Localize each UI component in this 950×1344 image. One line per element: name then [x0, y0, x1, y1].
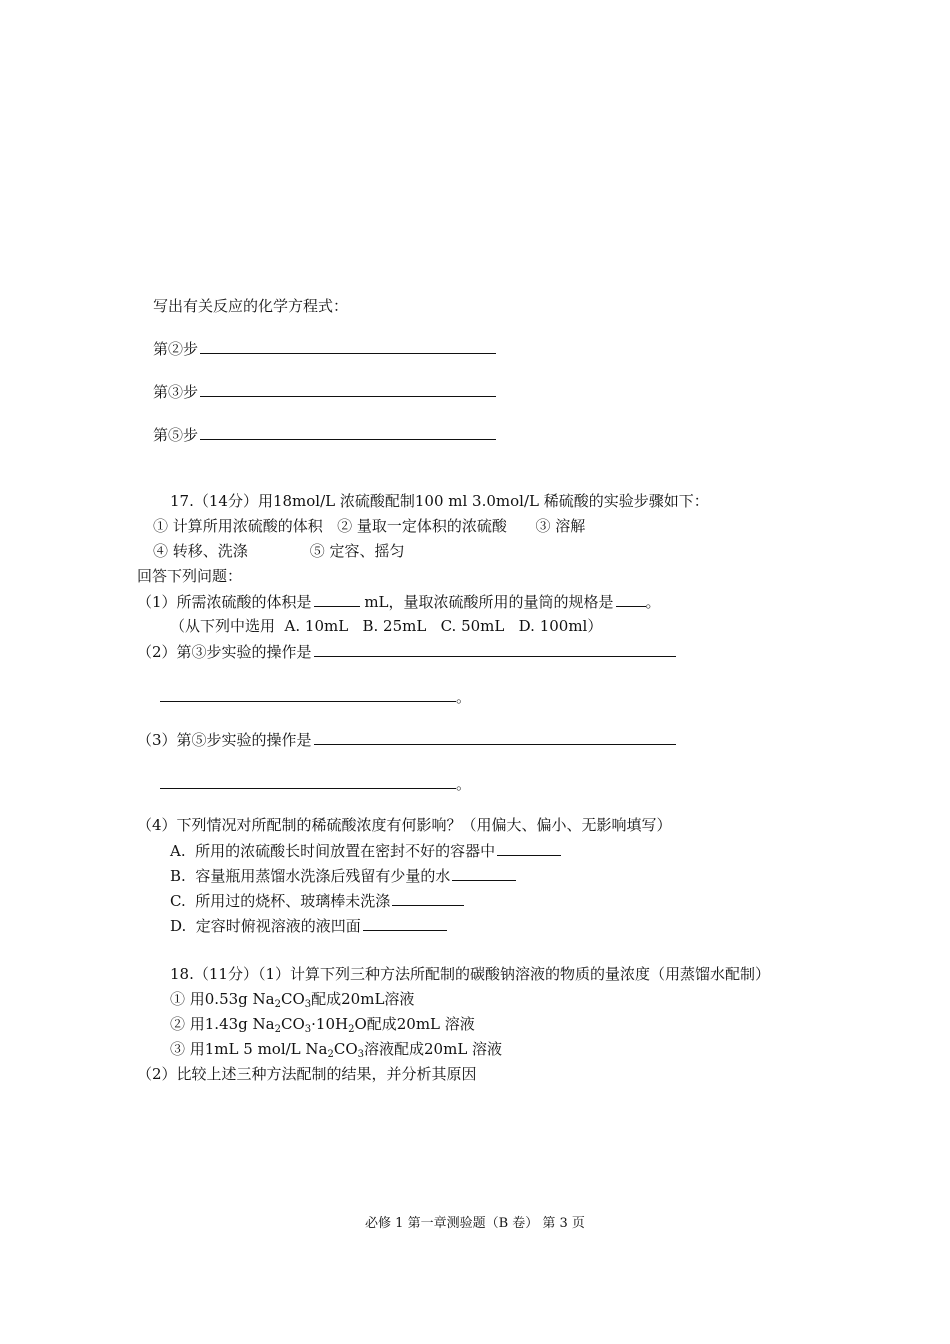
q18-m2-sub: 3: [304, 1024, 312, 1035]
q18-m3-text: CO: [333, 1040, 358, 1058]
q17-part1-text-a: （1）所需浓硫酸的体积是: [137, 593, 312, 611]
q17-part4-d-text: D. 定容时俯视溶液的液凹面: [170, 917, 361, 935]
q17-part4-d: [170, 915, 447, 936]
q18-m2-sub: 2: [274, 1024, 281, 1035]
part3-answer-blank-2[interactable]: [160, 773, 456, 789]
part2-answer-blank-2[interactable]: [160, 686, 456, 702]
q17-part2: [137, 641, 676, 662]
step3-label: 第③步: [153, 383, 199, 401]
step5-label: 第⑤步: [153, 426, 199, 444]
step5-line: [153, 424, 496, 445]
q18-m3-sub: 2: [327, 1049, 334, 1060]
q17-part1: [137, 591, 661, 612]
q18-m1-sub: 2: [274, 999, 281, 1010]
q18-m1-text: CO: [280, 990, 305, 1008]
q17-part3-cont: [160, 773, 471, 794]
q18-method3: [170, 1039, 502, 1059]
q17-steps-line1: ① 计算所用浓硫酸的体积 ② 量取一定体积的浓硫酸 ③ 溶解: [153, 517, 586, 535]
q17-part4-c-text: C. 所用过的烧杯、玻璃棒未洗涤: [170, 892, 391, 910]
part4-b-blank[interactable]: [452, 865, 516, 881]
q17-part2-label: （2）第③步实验的操作是: [137, 643, 312, 661]
q17-part1-text-c: 。: [645, 593, 661, 611]
q18-m2-text: CO: [280, 1015, 305, 1033]
q17-steps-line2: ④ 转移、洗涤 ⑤ 定容、摇匀: [153, 542, 405, 560]
q18-m2-text: ② 用1.43g Na: [170, 1015, 275, 1033]
step2-line: [153, 338, 496, 359]
part3-answer-blank[interactable]: [314, 729, 676, 745]
q17-part4-b-text: B. 容量瓶用蒸馏水洗涤后残留有少量的水: [170, 867, 451, 885]
q17-part4-a: [170, 840, 561, 861]
part3-end-mark: 。: [456, 775, 472, 793]
volume-blank[interactable]: [314, 591, 360, 607]
q17-part4-a-text: A. 所用的浓硫酸长时间放置在密封不好的容器中: [170, 842, 496, 860]
step3-line: [153, 381, 496, 402]
q17-answer-prompt: 回答下列问题：: [137, 567, 243, 585]
q17-header: 17.（14分）用18mol/L 浓硫酸配制100 ml 3.0mol/L 稀硫酸的实验步骤如下：: [170, 492, 709, 510]
q18-m3-text: 溶液配成20mL 溶液: [364, 1040, 503, 1058]
q18-m2-sub: 2: [348, 1024, 355, 1035]
q17-part4-b: [170, 865, 516, 886]
part4-d-blank[interactable]: [363, 915, 447, 931]
q18-m2-text: ·10H: [311, 1015, 349, 1033]
part4-c-blank[interactable]: [392, 890, 464, 906]
q18-m2-text: O配成20mL 溶液: [354, 1015, 475, 1033]
q18-m1-text: ① 用0.53g Na: [170, 990, 275, 1008]
q17-part4-c: [170, 890, 464, 911]
q17-part1-text-b: mL，量取浓硫酸所用的量筒的规格是: [359, 593, 614, 611]
q18-method1: [170, 989, 414, 1009]
q17-part3-label: （3）第⑤步实验的操作是: [137, 731, 312, 749]
cylinder-spec-blank[interactable]: [616, 591, 646, 607]
q18-header: 18.（11分）（1）计算下列三种方法所配制的碳酸钠溶液的物质的量浓度（用蒸馏水配制）: [170, 965, 770, 983]
q18-m3-text: ③ 用1mL 5 mol/L Na: [170, 1040, 328, 1058]
q18-m1-text: 配成20mL溶液: [311, 990, 415, 1008]
q17-part3: [137, 729, 676, 750]
q17-part1-options: （从下列中选用 A. 10mL B. 25mL C. 50mL D. 100ml）: [170, 617, 603, 635]
part4-a-blank[interactable]: [497, 840, 561, 856]
q18-method2: [170, 1014, 475, 1034]
part2-answer-blank[interactable]: [314, 641, 676, 657]
page-footer: 必修 1 第一章测验题（B 卷） 第 3 页: [365, 1216, 585, 1231]
step2-answer-blank[interactable]: [200, 338, 496, 354]
q17-part4: （4）下列情况对所配制的稀硫酸浓度有何影响？（用偏大、偏小、无影响填写）: [137, 816, 672, 834]
q18-part2: （2）比较上述三种方法配制的结果，并分析其原因: [137, 1065, 477, 1083]
q18-m1-sub: 3: [304, 999, 312, 1010]
q18-m3-sub: 3: [357, 1049, 365, 1060]
q17-part2-cont: [160, 686, 471, 707]
step3-answer-blank[interactable]: [200, 381, 496, 397]
equation-prompt: 写出有关反应的化学方程式：: [153, 297, 349, 315]
part2-end-mark: 。: [456, 688, 472, 706]
step5-answer-blank[interactable]: [200, 424, 496, 440]
step2-label: 第②步: [153, 340, 199, 358]
